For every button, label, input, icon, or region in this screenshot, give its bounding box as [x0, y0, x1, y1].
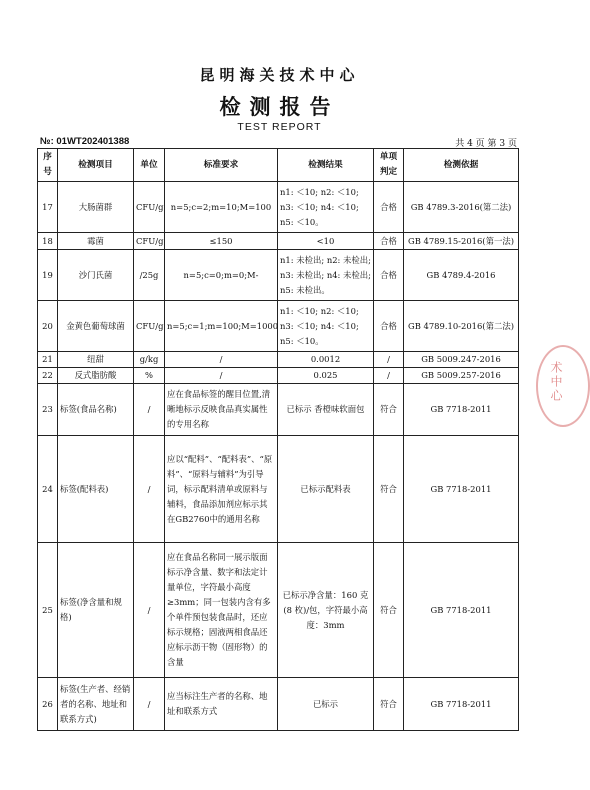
row-item: 霉菌 — [58, 233, 134, 250]
col-header-result: 检测结果 — [278, 149, 374, 182]
row-basis: GB 4789.15-2016(第一法) — [404, 233, 519, 250]
col-header-requirement: 标准要求 — [165, 149, 278, 182]
row-basis: GB 4789.4-2016 — [404, 250, 519, 301]
row-verdict: 合格 — [374, 301, 404, 352]
row-basis: GB 7718-2011 — [404, 436, 519, 543]
row-basis: GB 5009.247-2016 — [404, 352, 519, 368]
row-requirement: n=5;c=0;m=0;M- — [165, 250, 278, 301]
row-item: 金黄色葡萄球菌 — [58, 301, 134, 352]
row-unit: CFU/g — [134, 301, 165, 352]
row-unit: g/kg — [134, 352, 165, 368]
row-unit: / — [134, 436, 165, 543]
row-unit: / — [134, 678, 165, 731]
report-subtitle: TEST REPORT — [237, 121, 322, 133]
row-verdict: 符合 — [374, 678, 404, 731]
table-header-row — [38, 149, 519, 182]
row-no: 25 — [38, 543, 58, 678]
row-result: 0.025 — [278, 368, 374, 384]
row-item: 反式脂肪酸 — [58, 368, 134, 384]
row-requirement: / — [165, 368, 278, 384]
row-unit: % — [134, 368, 165, 384]
table-row — [38, 352, 519, 368]
col-header-basis: 检测依据 — [404, 149, 519, 182]
row-verdict: 符合 — [374, 543, 404, 678]
row-item: 标签(食品名称) — [58, 384, 134, 436]
seal-text: 术中心 — [549, 361, 563, 403]
col-header-no: 序号 — [38, 149, 58, 182]
row-result: n1: 未检出; n2: 未检出; n3: 未检出; n4: 未检出; n5: 未检出。 — [278, 250, 374, 301]
row-verdict: / — [374, 352, 404, 368]
row-requirement: 应以“配料”、“配料表”、“原料”、“原料与辅料”为引导词，标示配料清单或原料与辅料，食品添加剂应标示其在GB2760中的通用名称 — [165, 436, 278, 543]
test-results-table — [37, 148, 519, 731]
row-requirement: n=5;c=2;m=10;M=100 — [165, 182, 278, 233]
row-verdict: 合格 — [374, 233, 404, 250]
row-verdict: 符合 — [374, 436, 404, 543]
row-verdict: / — [374, 368, 404, 384]
row-no: 24 — [38, 436, 58, 543]
row-unit: / — [134, 543, 165, 678]
row-result: 0.0012 — [278, 352, 374, 368]
row-item: 标签(配料表) — [58, 436, 134, 543]
row-result: n1: ＜10; n2: ＜10; n3: ＜10; n4: ＜10; n5: ＜10。 — [278, 182, 374, 233]
row-unit: / — [134, 384, 165, 436]
row-basis: GB 5009.257-2016 — [404, 368, 519, 384]
row-item: 标签(生产者、经销者的名称、地址和联系方式) — [58, 678, 134, 731]
organization-name: 昆明海关技术中心 — [199, 66, 360, 84]
row-item: 大肠菌群 — [58, 182, 134, 233]
table-row — [38, 250, 519, 301]
row-no: 22 — [38, 368, 58, 384]
row-item: 纽甜 — [58, 352, 134, 368]
row-result: 已标示净含量：160 克(8 枚)/包，字符最小高度：3mm — [278, 543, 374, 678]
row-no: 21 — [38, 352, 58, 368]
table-row — [38, 384, 519, 436]
row-unit: CFU/g — [134, 182, 165, 233]
row-unit: CFU/g — [134, 233, 165, 250]
row-basis: GB 4789.10-2016(第二法) — [404, 301, 519, 352]
row-requirement: / — [165, 352, 278, 368]
row-item: 沙门氏菌 — [58, 250, 134, 301]
row-no: 26 — [38, 678, 58, 731]
row-no: 17 — [38, 182, 58, 233]
row-unit: /25g — [134, 250, 165, 301]
row-basis: GB 7718-2011 — [404, 678, 519, 731]
row-result: 已标示 香橙味软面包 — [278, 384, 374, 436]
row-result: 已标示 — [278, 678, 374, 731]
row-no: 20 — [38, 301, 58, 352]
report-title: 检测报告 — [219, 94, 340, 119]
row-no: 19 — [38, 250, 58, 301]
table-row — [38, 678, 519, 731]
row-item: 标签(净含量和规格) — [58, 543, 134, 678]
table-row — [38, 301, 519, 352]
col-header-unit: 单位 — [134, 149, 165, 182]
row-basis: GB 4789.3-2016(第二法) — [404, 182, 519, 233]
row-verdict: 合格 — [374, 250, 404, 301]
table-row — [38, 368, 519, 384]
row-requirement: ≤150 — [165, 233, 278, 250]
page-info: 共 4 页 第 3 页 — [455, 139, 517, 149]
row-result: 已标示配料表 — [278, 436, 374, 543]
report-number: №: 01WT202401388 — [40, 136, 130, 147]
row-no: 18 — [38, 233, 58, 250]
row-requirement: 应当标注生产者的名称、地址和联系方式 — [165, 678, 278, 731]
col-header-verdict: 单项判定 — [374, 149, 404, 182]
table-row — [38, 233, 519, 250]
row-result: <10 — [278, 233, 374, 250]
row-basis: GB 7718-2011 — [404, 543, 519, 678]
row-no: 23 — [38, 384, 58, 436]
row-basis: GB 7718-2011 — [404, 384, 519, 436]
row-requirement: 应在食品标签的醒目位置,清晰地标示反映食品真实属性的专用名称 — [165, 384, 278, 436]
row-verdict: 合格 — [374, 182, 404, 233]
official-seal — [536, 345, 590, 427]
row-verdict: 符合 — [374, 384, 404, 436]
table-row — [38, 182, 519, 233]
row-requirement: 应在食品名称同一展示版面标示净含量、数字和法定计量单位，字符最小高度≥3mm；同一包装内含有多个单件预包装食品时，还应标示规格；固液两相食品还应标示沥干物（固形物）的含量 — [165, 543, 278, 678]
row-requirement: n=5;c=1;m=100;M=1000 — [165, 301, 278, 352]
table-row — [38, 543, 519, 678]
col-header-item: 检测项目 — [58, 149, 134, 182]
row-result: n1: ＜10; n2: ＜10; n3: ＜10; n4: ＜10; n5: ＜10。 — [278, 301, 374, 352]
table-row — [38, 436, 519, 543]
